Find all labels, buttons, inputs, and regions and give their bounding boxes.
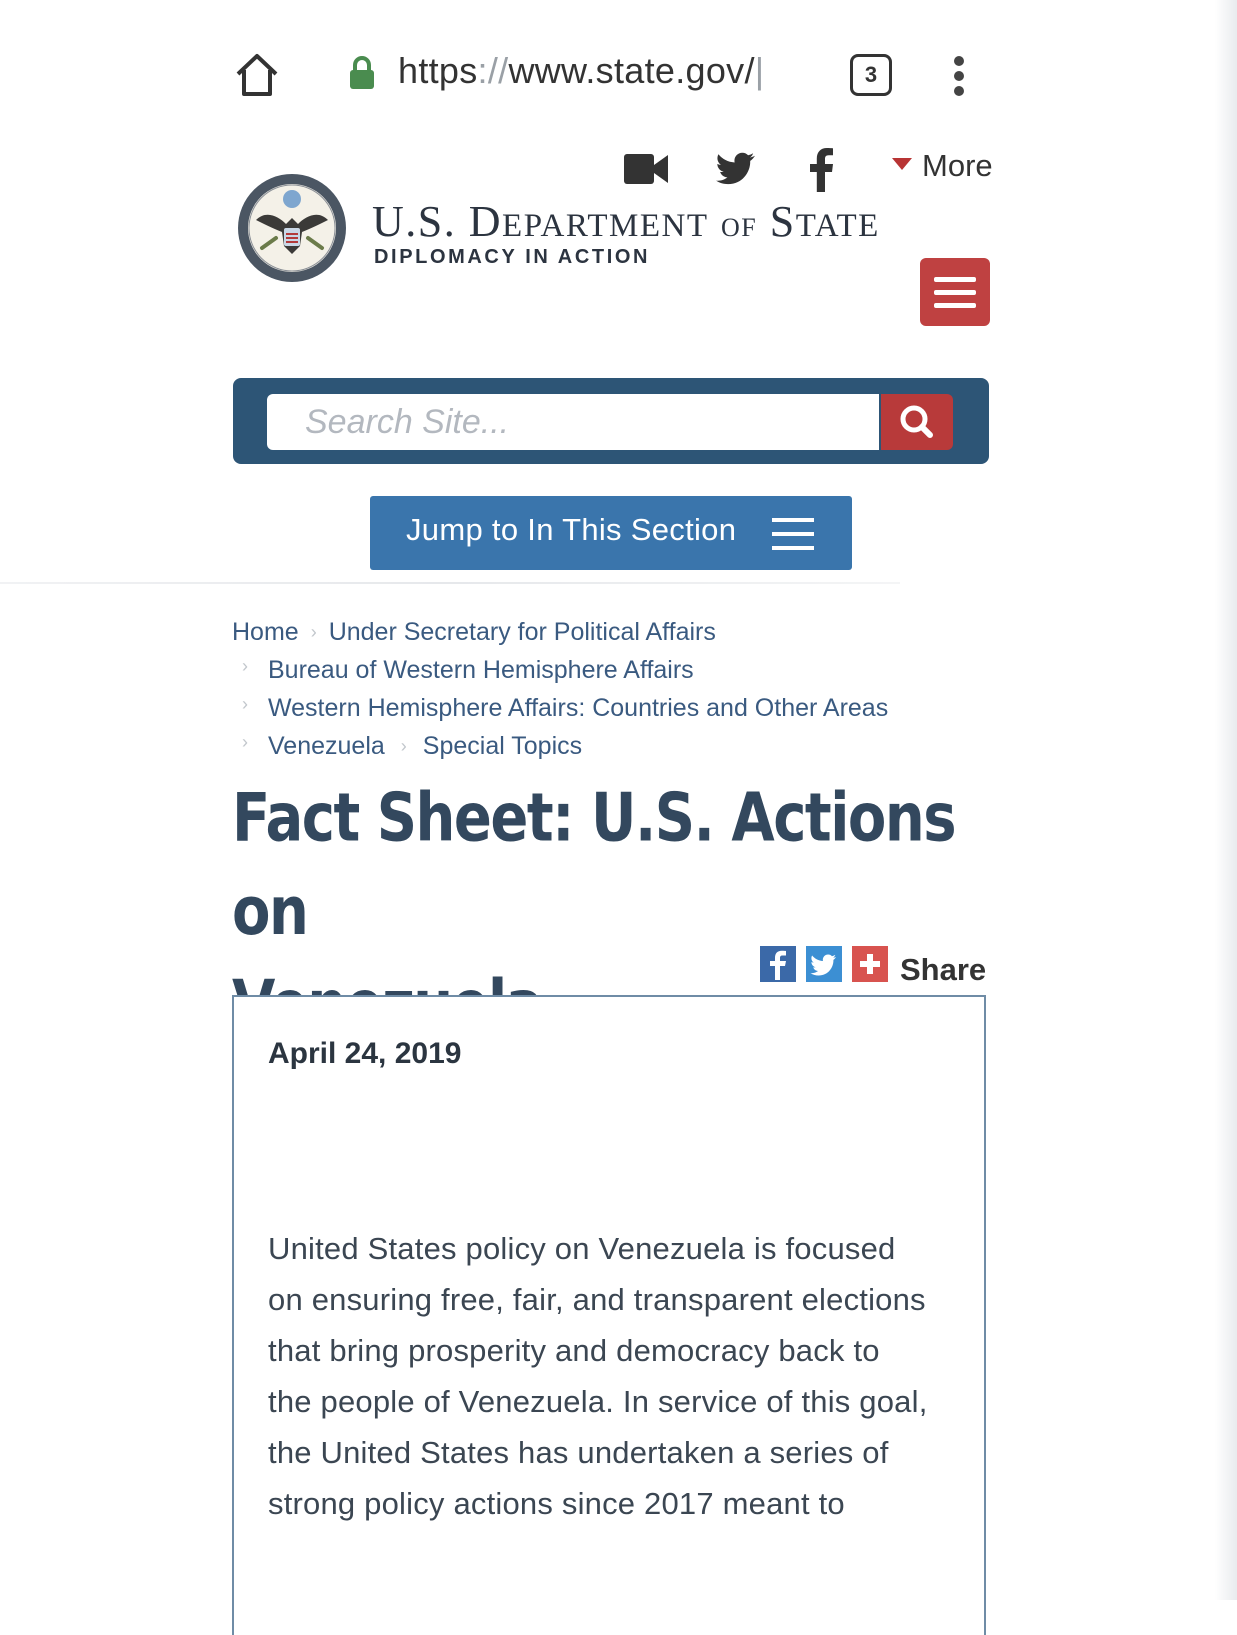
browser-menu-icon[interactable]: [952, 56, 966, 96]
share-label[interactable]: Share: [900, 952, 987, 987]
body-line: the people of Venezuela. In service of this goal,: [268, 1384, 928, 1419]
breadcrumb-under-secretary[interactable]: Under Secretary for Political Affairs: [328, 618, 716, 646]
jump-to-section-label: Jump to In This Section: [406, 512, 737, 547]
more-dropdown[interactable]: More: [892, 148, 993, 184]
facebook-icon[interactable]: [810, 148, 834, 192]
body-line: that bring prosperity and democracy back to: [268, 1333, 880, 1368]
breadcrumb-separator: ›: [242, 732, 248, 752]
tab-count-button[interactable]: 3: [850, 54, 892, 96]
jump-to-section-button[interactable]: [370, 496, 852, 570]
breadcrumb-home[interactable]: Home: [232, 618, 299, 646]
article-card: [232, 995, 986, 1635]
lock-icon: [348, 56, 376, 90]
breadcrumb-separator: ›: [242, 656, 248, 676]
twitter-icon[interactable]: [716, 152, 756, 186]
caret-down-icon: [892, 158, 912, 170]
breadcrumb-special-topics[interactable]: Special Topics: [422, 732, 583, 760]
search-icon: [881, 394, 953, 450]
scan-edge: [1215, 0, 1237, 1600]
share-twitter-icon[interactable]: [806, 946, 842, 982]
breadcrumb-bureau[interactable]: Bureau of Western Hemisphere Affairs: [268, 656, 694, 684]
url-text[interactable]: https://www.state.gov/|: [398, 50, 765, 91]
publish-date: April 24, 2019: [268, 1037, 462, 1070]
department-name[interactable]: U.S. DEPARTMENT OF STATE: [372, 197, 880, 246]
home-icon[interactable]: [234, 52, 280, 98]
body-line: the United States has undertaken a series of: [268, 1435, 889, 1470]
search-input[interactable]: [267, 394, 879, 450]
search-button[interactable]: [881, 394, 953, 450]
page-title: Fact Sheet: U.S. Actions on: [232, 779, 956, 951]
breadcrumb-venezuela[interactable]: Venezuela: [268, 732, 385, 760]
breadcrumb-separator: ›: [400, 736, 407, 756]
tagline: DIPLOMACY IN ACTION: [374, 246, 651, 268]
main-menu-button[interactable]: [920, 258, 990, 326]
article-body: [268, 1223, 958, 1529]
list-menu-icon: [772, 516, 816, 552]
browser-address-bar: [230, 48, 990, 108]
body-line: United States policy on Venezuela is focused: [268, 1231, 896, 1266]
search-bar: [233, 378, 989, 464]
share-more-plus-icon[interactable]: [852, 946, 888, 982]
breadcrumb-separator: ›: [242, 694, 248, 714]
share-bar: [760, 946, 990, 988]
department-seal-logo[interactable]: [236, 172, 348, 284]
breadcrumb-countries[interactable]: Western Hemisphere Affairs: Countries and Other Areas: [268, 694, 889, 722]
body-line: strong policy actions since 2017 meant to: [268, 1486, 845, 1521]
body-line: on ensuring free, fair, and transparent elections: [268, 1282, 926, 1317]
divider: [0, 582, 900, 584]
share-facebook-icon[interactable]: [760, 946, 796, 982]
social-links: [620, 144, 992, 194]
video-camera-icon[interactable]: [624, 152, 670, 186]
breadcrumb-separator: ›: [310, 622, 317, 642]
